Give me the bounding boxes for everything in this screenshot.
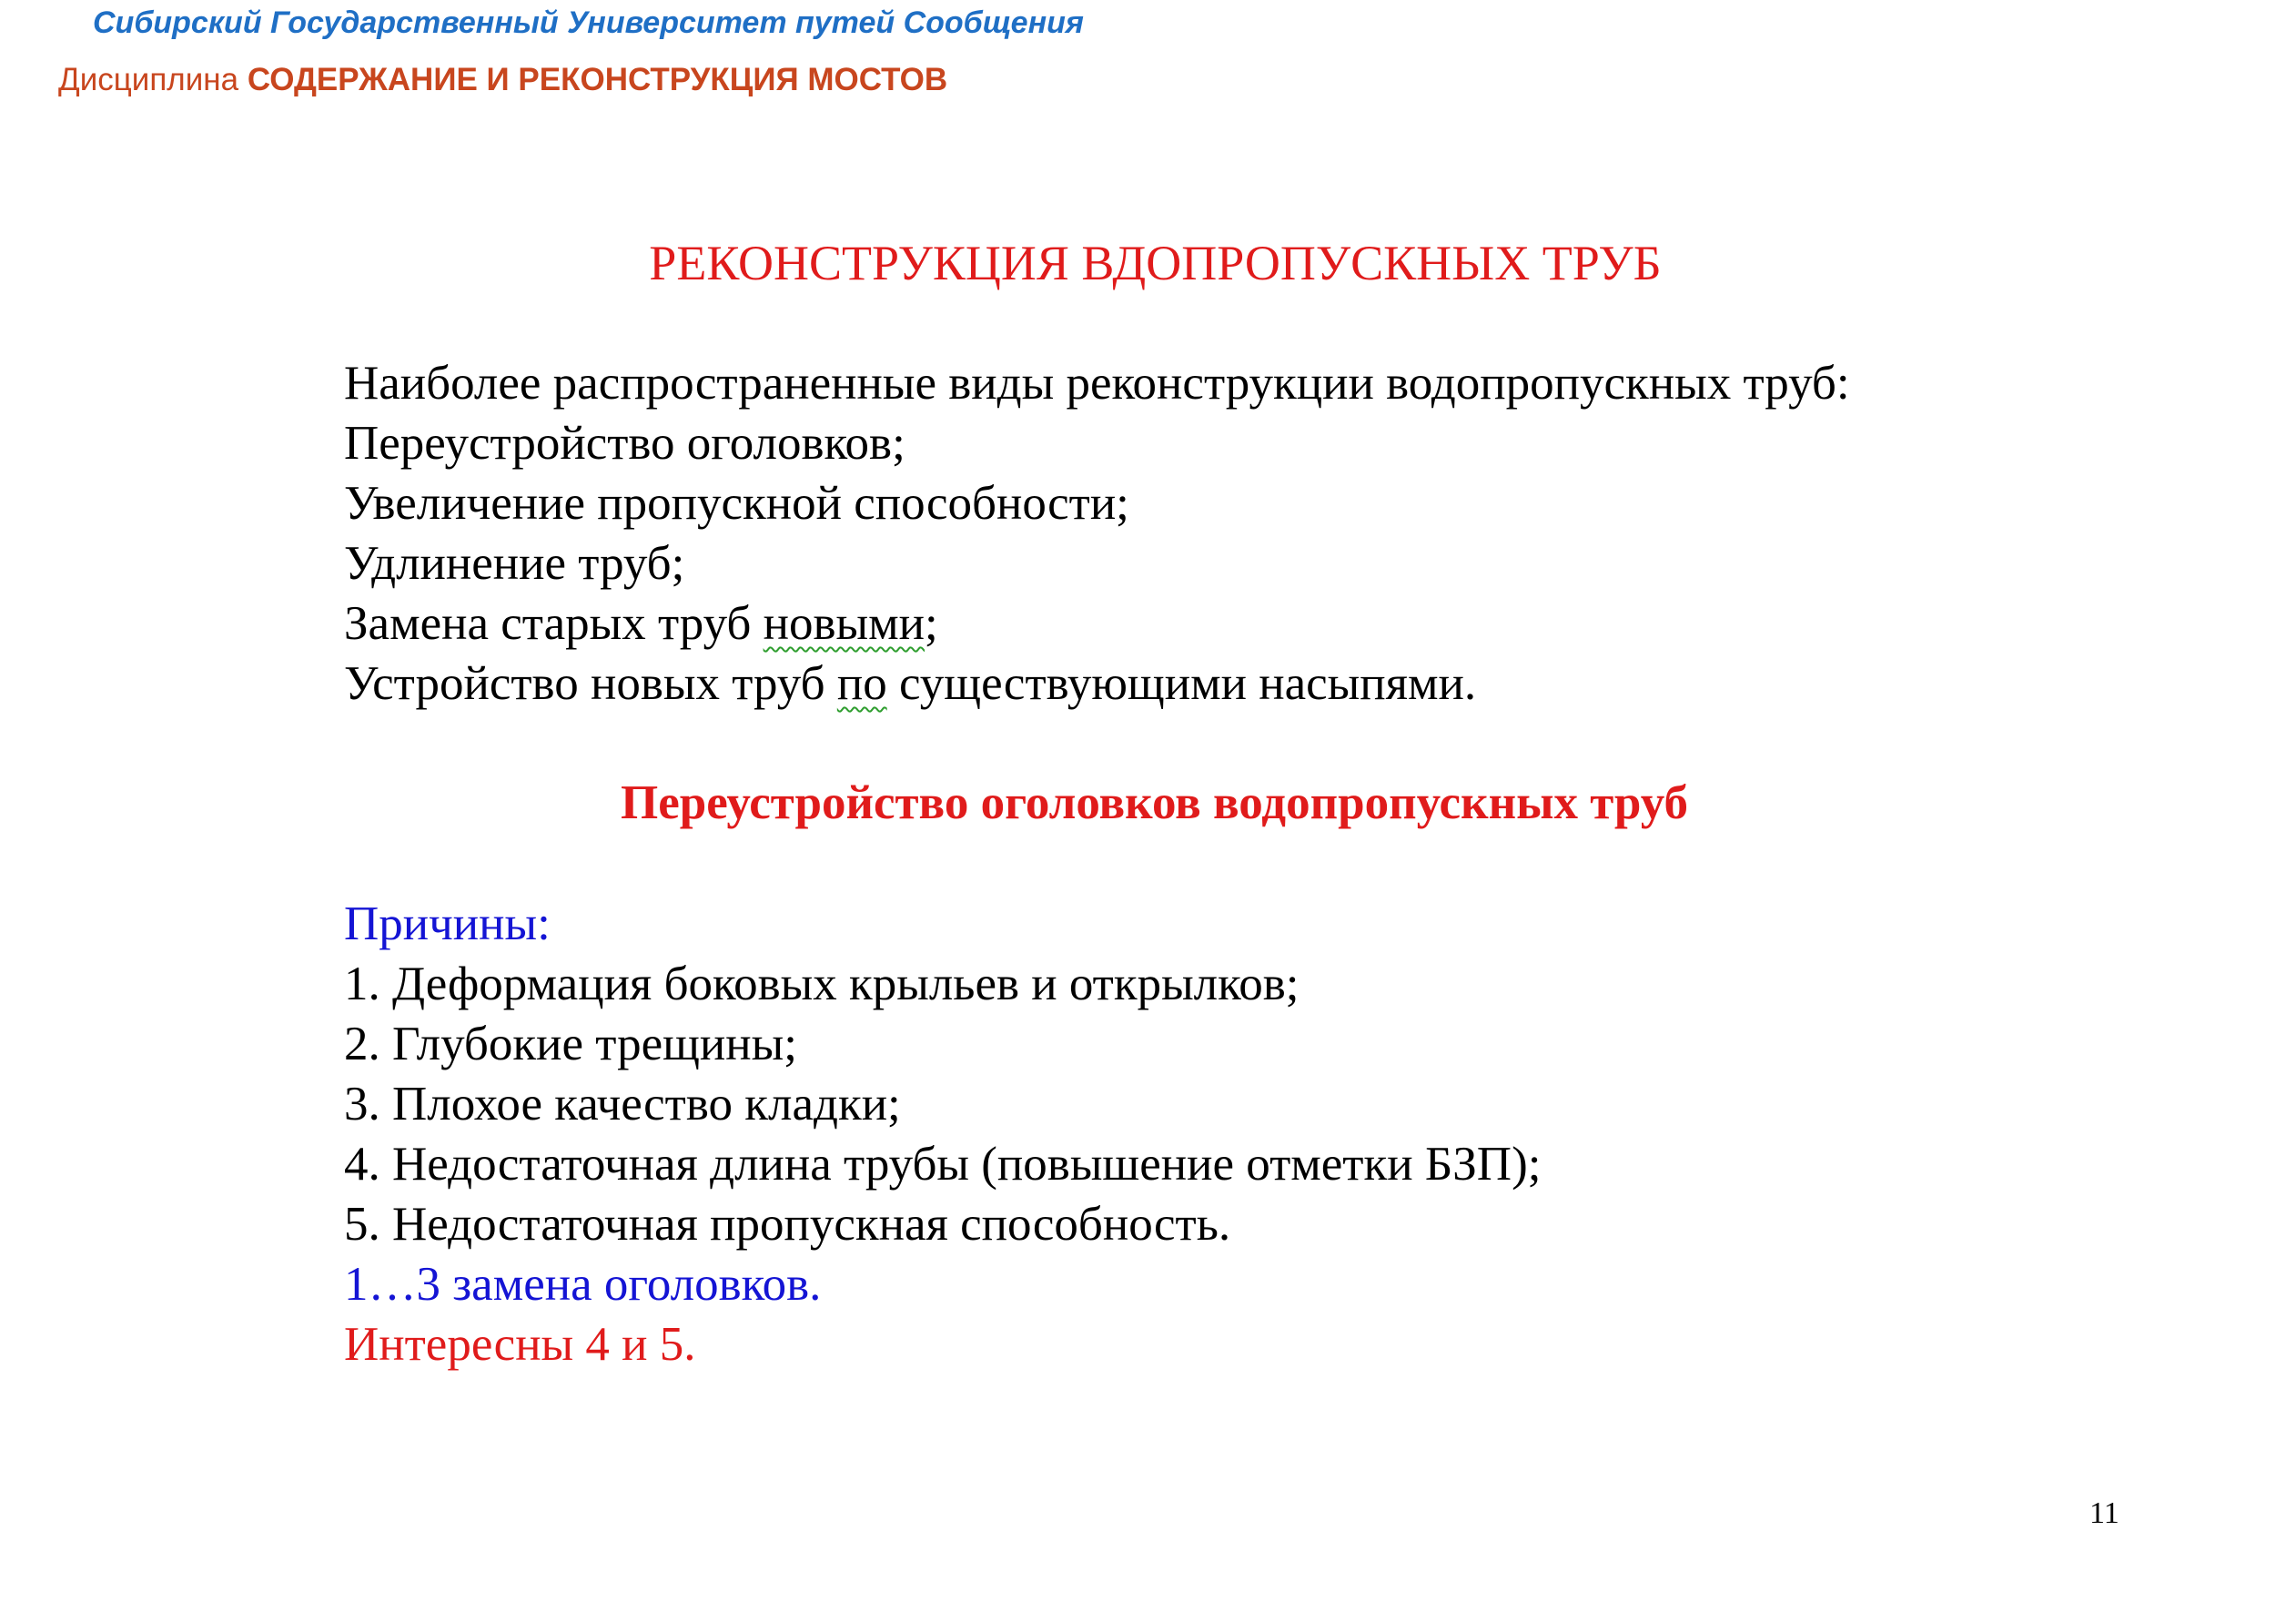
- type-item: Удлинение труб;: [344, 537, 685, 590]
- type-text: Замена старых труб: [344, 597, 764, 650]
- reason-item: 5. Недостаточная пропускная способность.: [344, 1198, 1231, 1251]
- spellcheck-word: новыми: [763, 597, 925, 650]
- type-item: Переустройство оголовков;: [344, 417, 905, 470]
- note-red: Интересны 4 и 5.: [344, 1318, 696, 1371]
- type-text: ;: [925, 597, 938, 650]
- discipline-name: СОДЕРЖАНИЕ И РЕКОНСТРУКЦИЯ МОСТОВ: [247, 62, 948, 97]
- spellcheck-word: по: [836, 657, 887, 710]
- note-blue: 1…3 замена оголовков.: [344, 1258, 822, 1311]
- reconstruction-types-block: [344, 353, 1850, 714]
- slide-title: РЕКОНСТРУКЦИЯ ВДОПРОПУСКНЫХ ТРУБ: [649, 236, 1662, 290]
- reason-item: 3. Плохое качество кладки;: [344, 1078, 901, 1130]
- university-name: Сибирский Государственный Университет путей Сообщения: [93, 5, 1084, 40]
- reason-item: 2. Глубокие трещины;: [344, 1018, 797, 1070]
- reasons-label: Причины:: [344, 897, 551, 950]
- section-subtitle: Переустройство оголовков водопропускных труб: [620, 776, 1688, 829]
- discipline-header: [58, 62, 947, 98]
- reason-item: 4. Недостаточная длина трубы (повышение отметки БЗП);: [344, 1138, 1542, 1191]
- type-item: Увеличение пропускной способности;: [344, 477, 1129, 530]
- type-text: существующими насыпями.: [886, 657, 1477, 710]
- type-text: Устройство новых труб: [344, 657, 837, 710]
- intro-text: Наиболее распространенные виды реконструкции водопропускных труб:: [344, 357, 1850, 410]
- type-item: [344, 593, 1850, 654]
- discipline-prefix: Дисциплина: [58, 62, 239, 97]
- page-number: 11: [2089, 1496, 2119, 1530]
- reasons-block: [344, 894, 1541, 1374]
- reason-item: 1. Деформация боковых крыльев и открылков;: [344, 958, 1300, 1010]
- type-item: [344, 654, 1850, 714]
